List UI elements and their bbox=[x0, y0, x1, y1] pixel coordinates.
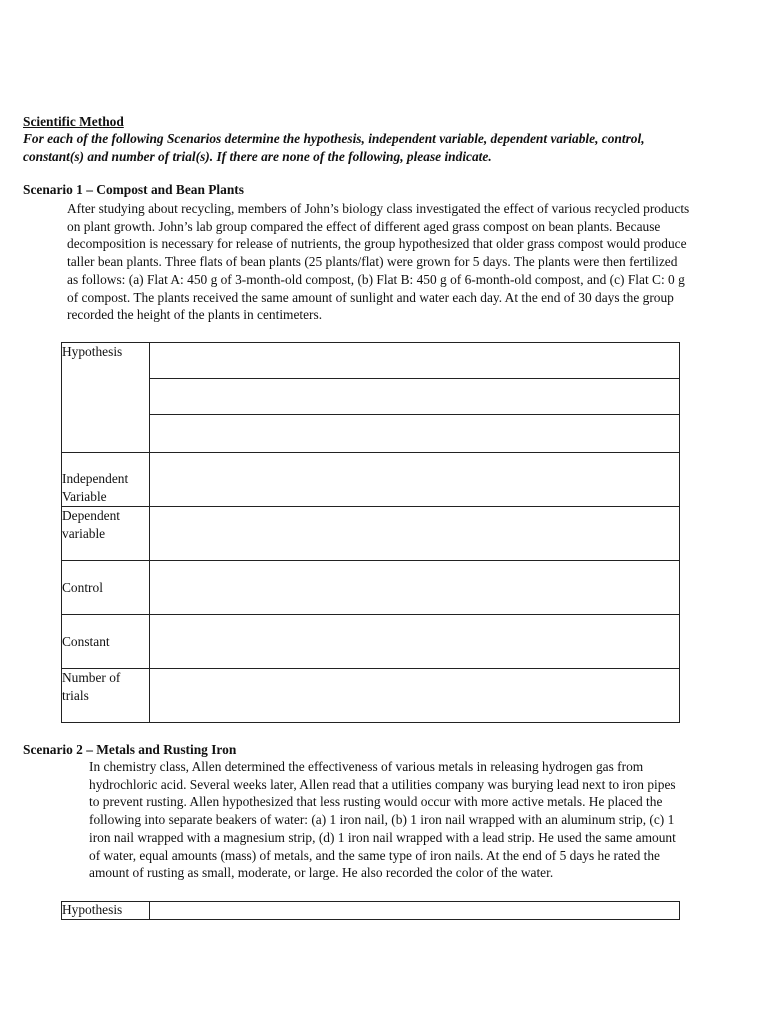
number-of-trials-row bbox=[62, 669, 680, 723]
dependent-variable-label-line2: variable bbox=[62, 526, 106, 541]
dependent-variable-row bbox=[62, 507, 680, 561]
scenario-1-heading: Scenario 1 – Compost and Bean Plants bbox=[23, 182, 244, 197]
constant-label: Constant bbox=[62, 615, 150, 669]
hypothesis-answer-field-1[interactable] bbox=[150, 343, 680, 379]
hypothesis-answer-field-2[interactable] bbox=[150, 379, 680, 415]
number-of-trials-label bbox=[62, 669, 150, 723]
independent-variable-answer-field[interactable] bbox=[150, 453, 680, 507]
scenario-2-heading: Scenario 2 – Metals and Rusting Iron bbox=[23, 742, 237, 757]
control-label: Control bbox=[62, 561, 150, 615]
independent-variable-label-line1: Independent bbox=[62, 471, 129, 486]
dependent-variable-label bbox=[62, 507, 150, 561]
control-answer-field[interactable] bbox=[150, 561, 680, 615]
scenario-2-hypothesis-row bbox=[62, 902, 680, 920]
scenario-2-answer-table bbox=[61, 901, 680, 920]
scenario-1-body: After studying about recycling, members of John’s biology class investigated the effect of various recycled products on plant growth. John’s lab group compared the effect of different aged grass compost on bean plants. Because decomposition is necessary for release of nutrients, the group hypothesized that older grass compost would produce taller bean plants. Three flats of bean plants (25 plants/flat) were grown for 5 days. The plants were then fertilized as follows: (a) Flat A: 450 g of 3-month-old compost, (b) Flat B: 450 g of 6-month-old compost, and (c) Flat C: 0 g of compost. The plants received the same amount of sunlight and water each day. At the end of 30 days the group recorded the height of the plants in centimeters. bbox=[67, 201, 690, 323]
dependent-variable-label-line1: Dependent bbox=[62, 508, 121, 523]
worksheet-instructions: For each of the following Scenarios determine the hypothesis, independent variable, dependent variable, control, constant(s) and number of trial(s). If there are none of the following, please indicate. bbox=[23, 131, 645, 164]
independent-variable-label bbox=[62, 453, 150, 507]
hypothesis-label: Hypothesis bbox=[62, 343, 150, 453]
control-row bbox=[62, 561, 680, 615]
scenario-1-answer-table bbox=[61, 342, 680, 723]
scenario-2-hypothesis-answer-field[interactable] bbox=[150, 902, 680, 920]
worksheet-title: Scientific Method bbox=[23, 114, 124, 129]
number-of-trials-answer-field[interactable] bbox=[150, 669, 680, 723]
hypothesis-row-2 bbox=[62, 379, 680, 415]
number-of-trials-label-line2: trials bbox=[62, 688, 89, 703]
hypothesis-answer-field-3[interactable] bbox=[150, 415, 680, 453]
hypothesis-row-1 bbox=[62, 343, 680, 379]
independent-variable-row bbox=[62, 453, 680, 507]
hypothesis-row-3 bbox=[62, 415, 680, 453]
independent-variable-label-line2: Variable bbox=[62, 489, 107, 504]
constant-answer-field[interactable] bbox=[150, 615, 680, 669]
scenario-2-hypothesis-label: Hypothesis bbox=[62, 902, 150, 920]
number-of-trials-label-line1: Number of bbox=[62, 670, 121, 685]
dependent-variable-answer-field[interactable] bbox=[150, 507, 680, 561]
scenario-2-body: In chemistry class, Allen determined the effectiveness of various metals in releasing hydrogen gas from hydrochloric acid. Several weeks later, Allen read that a utilities company was burying lead next to iron pipes to prevent rusting. Allen hypothesized that less rusting would occur with more active metals. He placed the following into separate beakers of water: (a) 1 iron nail, (b) 1 iron nail wrapped with an aluminum strip, (c) 1 iron nail wrapped with a magnesium strip, (d) 1 iron nail wrapped with a lead strip. He used the same amount of water, equal amounts (mass) of metals, and the same type of iron nails. At the end of 5 days he rated the amount of rusting as small, moderate, or large. He also recorded the color of the water. bbox=[89, 759, 676, 881]
constant-row bbox=[62, 615, 680, 669]
